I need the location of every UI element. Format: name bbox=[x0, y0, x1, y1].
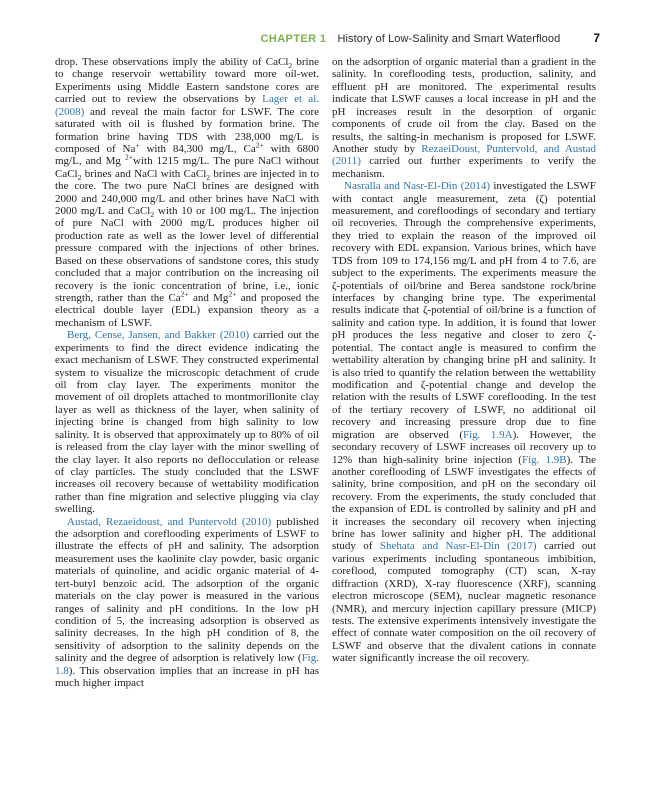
paragraph bbox=[55, 516, 319, 690]
chapter-title: History of Low-Salinity and Smart Waterflood bbox=[337, 33, 561, 45]
text-run: ). However, the secondary recovery of LSWF increases oil recovery up to 12% than high-salinity brine injection ( bbox=[332, 428, 596, 466]
figure-link-1-8[interactable]: Fig. 1.8 bbox=[55, 652, 319, 677]
citation-link-austad-2010[interactable]: Austad, Rezaeidoust, and Puntervold (2010) bbox=[67, 515, 272, 528]
text-run: carried out various experiments including spontaneous imbibition, coreflood, computed tomography (CT) scan, X-ray diffraction (XRD), X-ray fluorescence (XRF), scanning electron microscope (SEM), nuclear magnetic resonance (NMR), and mercury injection capillary pressure (MICP) tests. The extensive experiments intensively investigate the effect of connate water composition on the oil recovery of LSWF and observe that the divalent cations in connate water significantly increase the oil recovery. bbox=[332, 540, 596, 665]
chapter-label: CHAPTER 1 bbox=[260, 33, 327, 45]
figure-link-1-9b[interactable]: Fig. 1.9B bbox=[521, 453, 567, 466]
citation-link-shehata-2017[interactable]: Shehata and Nasr-El-Din (2017) bbox=[379, 540, 537, 553]
paragraph bbox=[332, 56, 596, 180]
text-run: 2 bbox=[288, 61, 293, 71]
text-column-right bbox=[332, 56, 596, 690]
citation-link-lager-2008[interactable]: Lager et al. (2008) bbox=[55, 93, 319, 118]
paragraph bbox=[332, 180, 596, 664]
text-run: carried out the experiments to find the direct evidence indicating the exact mechanism of LSWF. They constructed experimental system to visualize the microscopic detachment of crude oil from clay layer. The experiments monitor the movement of oil droplets attached to montmorillonite clay layer as well as thickness of the layer, when salinity of injecting brine is changed from high salinity to low salinity. It is observed that approximately up to 80% of oil is released from the clay layer with the minor swelling of the clay layer. It also reports no deflocculation or release of clay particles. The study concluded that the LSWF increases oil recovery because of wettability modification rather than fine migration and selective plugging via clay swelling. bbox=[55, 329, 319, 516]
text-run: and Mg bbox=[188, 292, 229, 305]
citation-link-berg-2010[interactable]: Berg, Cense, Jansen, and Bakker (2010) bbox=[67, 329, 250, 342]
text-run: brines are injected in to the core. The two pure NaCl brines are designed with 2000 and 240,000 mg/L and other brines have NaCl with 2000 mg/L and CaCl bbox=[55, 167, 319, 218]
text-run: 2+ bbox=[255, 140, 264, 150]
figure-link-1-9a[interactable]: Fig. 1.9A bbox=[462, 428, 513, 441]
text-run: brines and NaCl with CaCl bbox=[81, 167, 207, 180]
paragraph bbox=[55, 56, 319, 329]
text-run: with 6800 mg/L, and Mg bbox=[55, 142, 320, 168]
text-run: and proposed the electrical double layer (EDL) expansion theory as a mechanism of LSWF. bbox=[55, 292, 319, 329]
text-run: + bbox=[135, 140, 140, 150]
text-run: with 1215 mg/L. The pure NaCl without CaCl bbox=[55, 155, 319, 180]
text-run: 2 bbox=[206, 172, 211, 182]
text-run: with 10 or 100 mg/L. The injection of pure NaCl with 2000 mg/L produces higher oil production rate as well as the lower level of differential pressure compared with the injections of other brines. Based on these observations of sandstone cores, this study concluded that a major contribution on the increasing oil recovery is the ionic concentration of brine, i.e., ionic strength, rather than the Ca bbox=[55, 205, 319, 305]
citation-link-nasralla-2014[interactable]: Nasralla and Nasr-El-Din (2014) bbox=[344, 180, 491, 193]
text-run: 2 bbox=[150, 210, 155, 220]
text-run: drop. These observations imply the ability of CaCl bbox=[55, 56, 289, 68]
text-run: 2 bbox=[77, 172, 82, 182]
text-run: with 84,300 mg/L, Ca bbox=[139, 142, 256, 155]
citation-link-rezaeidoust-2011[interactable]: RezaeiDoust, Puntervold, and Austad (2011) bbox=[332, 142, 596, 168]
text-run: carried out further experiments to verify the mechanism. bbox=[332, 155, 596, 180]
text-run: brine to change reservoir wettability toward more oil-wet. Experiments using Middle Eastern sandstone cores are carried out to review the observations by bbox=[55, 56, 319, 106]
text-run: 2+ bbox=[180, 289, 189, 299]
text-run: and reveal the main factor for LSWF. The core saturated with oil is flushed by formation brine. The formation brine having TDS with 238,000 mg/L is composed of Na bbox=[55, 105, 319, 155]
text-column-left bbox=[55, 56, 319, 690]
text-run: 2+ bbox=[228, 289, 237, 299]
text-run: investigated the LSWF with contact angle measurement, zeta (ζ) potential measurement, and corefloodings of secondary and tertiary oil recoveries. Through the comprehensive experiments, they tried to explain the reason of the improved oil recovery with EDL expansion. Various brines, which have TDS from 109 to 174,156 mg/L and pH from 4 to 7.6, are subject to the experiments. The experiments measure the ζ-potentials of oil/brine and Berea sandstone rock/brine interfaces by changing brine type. The experimental results indicate that ζ-potential of oil/brine is a function of salinity and cation type. In addition, it is found that lower pH produces the less negative and closer to zero ζ-potential. The contact angle is measured to confirm the wettability alteration by changing brine pH and salinity. It is also tried to quantify the relation between the wettability modification and ζ-potential change and develop the relation with the results of LSWF coreflooding. In the test of the tertiary recovery of LSWF, no additional oil recovery and increasing pressure drop due to fine migration are observed ( bbox=[332, 180, 596, 441]
text-columns bbox=[55, 56, 597, 690]
page-number: 7 bbox=[593, 31, 600, 45]
paragraph bbox=[55, 329, 319, 515]
text-run: published the adsorption and coreflooding experiments of LSWF to illustrate the effects of pH and salinity. The adsorption measurement uses the kaolinite clay powder, basic organic materials of quinoline, and acidic organic material of 4-tert-butyl benzoic acid. The adsorption of the organic materials on the clay power is measured in the various ranges of salinity and pH conditions. In the low pH condition of 5, the increasing adsorption is observed as salinity decreases. In the high pH condition of 8, the sensitivity of adsorption to the salinity depends on the salinity and the degree of adsorption is relatively low ( bbox=[55, 515, 319, 665]
text-run: 2+ bbox=[125, 152, 134, 162]
page-header bbox=[55, 31, 600, 45]
text-run: ). This observation implies that an increase in pH has much higher impact bbox=[55, 664, 319, 690]
text-run: on the adsorption of organic material than a gradient in the salinity. In coreflooding tests, production, salinity, and effluent pH are monitored. The experimental results indicate that LSWF causes a local increase in pH and the pH increases result in the desorption of organic components of crude oil from the clay. Based on the results, the salting-in mechanism is proposed for LSWF. Another study by bbox=[332, 56, 596, 155]
text-run: ). The another coreflooding of LSWF investigates the effects of salinity, brine composition, and pH on the secondary oil recovery. From the experiments, the study concluded that the expansion of EDL is controlled by salinity and pH and it increases the secondary oil recovery when injecting brine has lower salinity and higher pH. The additional study of bbox=[332, 453, 596, 553]
